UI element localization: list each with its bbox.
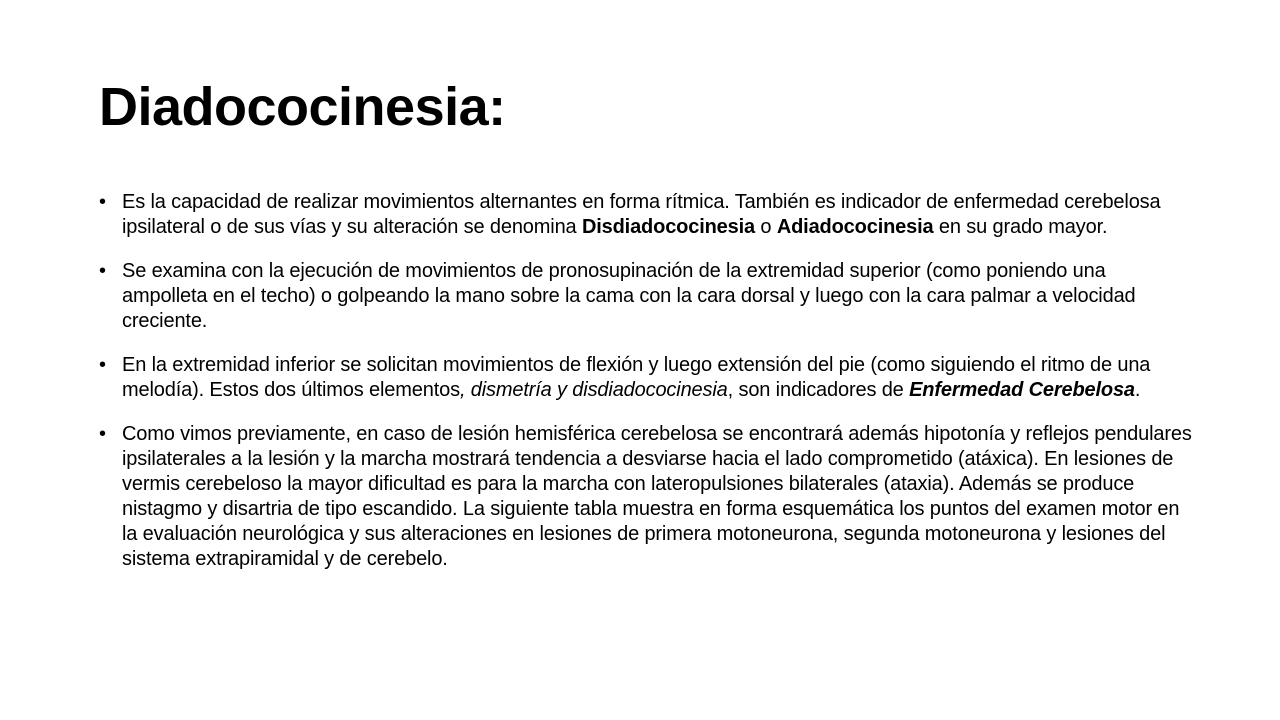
bullet-text: en su grado mayor. — [933, 216, 1108, 238]
bold-italic-term-enfermedad-cerebelosa: Enfermedad Cerebelosa — [909, 379, 1135, 401]
bullet-item-definition — [99, 190, 1192, 240]
bullet-text: Como vimos previamente, en caso de lesión hemisférica cerebelosa se encontrará además hipotonía y reflejos pendulares ipsilaterales a la lesión y la marcha mostrará tendencia a desviarse hacia el lado comprometido (atáxica). En lesiones de vermis cerebeloso la mayor dificultad es para la marcha con lateropulsiones bilaterales (ataxia). Además se produce nistagmo y disartria de tipo escandido. La siguiente tabla muestra en forma esquemática los puntos del examen motor en la evaluación neurológica y sus alteraciones en lesiones de primera motoneurona, segunda motoneurona y lesiones del sistema extrapiramidal y de cerebelo. — [122, 423, 1192, 570]
bullet-item-upper-limb-exam — [99, 259, 1192, 334]
slide-title: Diadococinesia: — [99, 77, 506, 137]
bullet-text: En la extremidad inferior se solicitan movimientos de flexión y luego extensión del pie (como siguiendo el ritmo de una melodía). Estos dos últimos elementos — [122, 354, 1151, 401]
bullet-text: . — [1134, 379, 1141, 401]
bold-term-disdiadococinesia: Disdiadococinesia — [581, 216, 756, 238]
bullet-marker: • — [99, 191, 106, 213]
italic-terms: , dismetría y disdiadococinesia — [459, 379, 728, 401]
bullet-text: Se examina con la ejecución de movimientos de pronosupinación de la extremidad superior (como poniendo una ampolleta en el techo) o golpeando la mano sobre la cama con la cara dorsal y luego con la cara palmar a velocidad creciente. — [122, 260, 1136, 332]
bullet-text: o — [755, 216, 777, 238]
bullet-item-cerebellar-lesion — [99, 422, 1192, 572]
bullet-marker: • — [99, 260, 106, 282]
bullet-text: Es la capacidad de realizar movimientos alternantes en forma rítmica. También es indicador de enfermedad cerebelosa ipsilateral o de sus vías y su alteración se denomina — [122, 191, 1161, 238]
bullet-marker: • — [99, 354, 106, 376]
bullet-list — [99, 190, 1192, 591]
bullet-item-lower-limb-exam — [99, 353, 1192, 403]
bullet-text: , son indicadores de — [727, 379, 910, 401]
bullet-marker: • — [99, 423, 106, 445]
bold-term-adiadococinesia: Adiadococinesia — [776, 216, 934, 238]
